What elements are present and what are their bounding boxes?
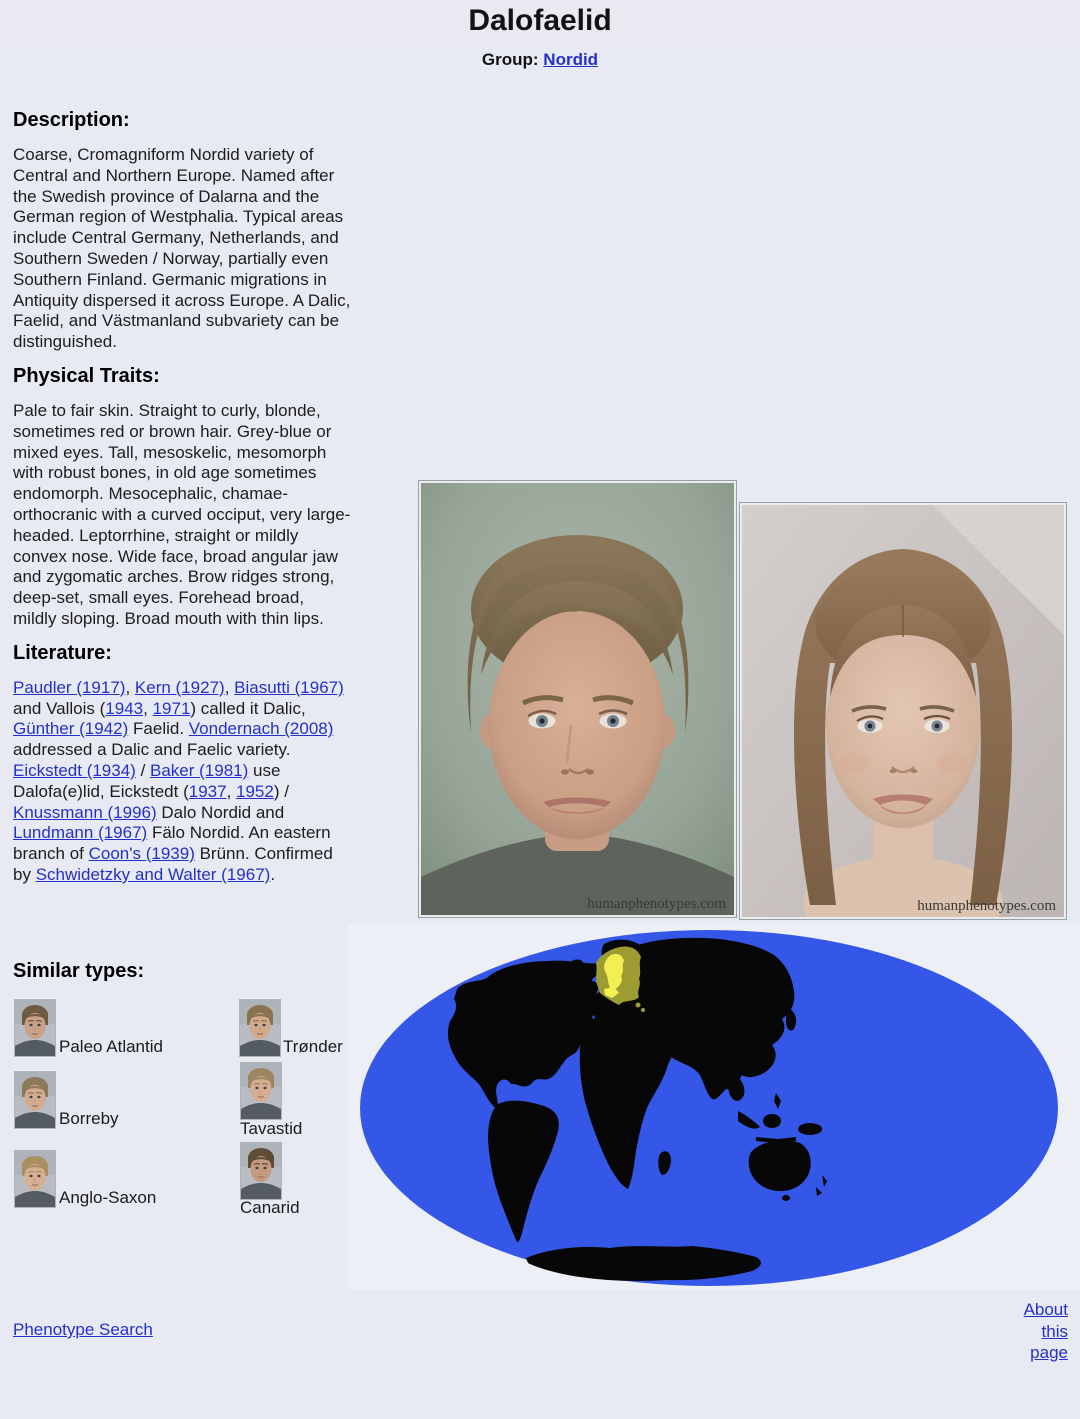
literature-link[interactable]: Vondernach (2008) xyxy=(188,719,334,739)
physical-traits-paragraph: Pale to fair skin. Straight to curly, blonde, sometimes red or brown hair. Grey-blue or mixed eyes. Tall, mesoskelic, mesomorph with robust bones, in old age sometimes endomorph. Mesocephalic, chamae-orthocranic with a curved occiput, very large-headed. Leptorrhine, straight or mildly convex nose. Wide face, broad angular jaw and zygomatic arches. Brow ridges strong, deep-set, small eyes. Forehead broad, mildly sloping. Broad mouth with thin lips. xyxy=(13,400,351,628)
literature-link[interactable]: 1937 xyxy=(188,781,227,801)
literature-text: . xyxy=(270,864,276,884)
literature-link[interactable]: 1971 xyxy=(152,698,191,718)
literature-text: , xyxy=(224,677,235,697)
page-title: Dalofaelid xyxy=(468,4,612,37)
similar-type-label-tr-nder[interactable]: Trønder xyxy=(283,1037,343,1056)
literature-link[interactable]: Lundmann (1967) xyxy=(13,823,148,843)
similar-types-heading: Similar types: xyxy=(13,960,145,982)
literature-link[interactable]: Kern (1927) xyxy=(134,677,225,697)
literature-link[interactable]: Coon's (1939) xyxy=(88,844,195,864)
description-paragraph: Coarse, Cromagniform Nordid variety of Central and Northern Europe. Named after the Swedish province of Dalarna and the German region of Westphalia. Typical areas include Central Germany, Netherlands, and Southern Sweden / Norway, partially even Southern Finland. Germanic migrations in Antiquity dispersed it across Europe. A Dalic, Faelid, and Västmanland subvariety can be distinguished. xyxy=(13,145,351,352)
literature-link[interactable]: Biasutti (1967) xyxy=(234,677,344,697)
similar-type-thumbnail-tavastid[interactable] xyxy=(240,1062,282,1120)
distribution-map xyxy=(348,925,1080,1290)
literature-link[interactable]: 1952 xyxy=(236,781,274,801)
description-heading: Description: xyxy=(13,109,130,131)
similar-type-label-paleo-atlantid[interactable]: Paleo Atlantid xyxy=(59,1037,163,1056)
literature-text: , xyxy=(125,677,135,697)
literature-link[interactable]: Günther (1942) xyxy=(13,719,129,739)
literature-heading: Literature: xyxy=(13,641,112,664)
literature-text: ) / xyxy=(273,781,289,801)
left-column xyxy=(13,109,352,898)
similar-type-label-canarid[interactable]: Canarid xyxy=(240,1198,300,1217)
literature-text: Fälo Nordid. An eastern branch of xyxy=(13,823,331,864)
about-this-page-link[interactable]: About this page xyxy=(1023,1300,1068,1362)
similar-type-thumbnail-anglo-saxon[interactable] xyxy=(14,1150,56,1208)
literature-text: and Vallois ( xyxy=(13,698,106,718)
male-composite-image xyxy=(418,480,737,918)
literature-text: addressed a Dalic and Faelic variety. xyxy=(13,740,291,760)
literature-link[interactable]: Eickstedt (1934) xyxy=(13,760,136,780)
similar-type-label-borreby[interactable]: Borreby xyxy=(59,1109,119,1128)
literature-text: / xyxy=(135,760,151,780)
similar-type-label-tavastid[interactable]: Tavastid xyxy=(240,1119,303,1138)
female-face-art xyxy=(742,505,1064,917)
literature-text: Dalo Nordid and xyxy=(156,802,285,822)
photo-watermark: humanphenotypes.com xyxy=(587,896,726,912)
literature-text: Brünn. Confirmed by xyxy=(13,844,333,884)
world-map-art xyxy=(348,925,1080,1290)
literature-text: Faelid. xyxy=(128,719,189,739)
literature-paragraph xyxy=(13,678,352,886)
literature-text: use Dalofa(e)lid, Eickstedt ( xyxy=(13,760,281,801)
literature-link[interactable]: Knussmann (1996) xyxy=(13,802,157,822)
similar-type-thumbnail-borreby[interactable] xyxy=(14,1071,56,1129)
male-face-art xyxy=(421,483,734,915)
similar-type-label-anglo-saxon[interactable]: Anglo-Saxon xyxy=(59,1188,157,1207)
female-composite-image xyxy=(739,502,1067,920)
literature-text: , xyxy=(226,781,237,801)
phenotype-search-link[interactable]: Phenotype Search xyxy=(13,1320,153,1339)
group-line xyxy=(0,50,1080,70)
literature-text: , xyxy=(143,698,153,718)
literature-link[interactable]: Paudler (1917) xyxy=(13,677,126,697)
literature-text: ) called it Dalic, xyxy=(190,698,306,718)
physical-traits-heading: Physical Traits: xyxy=(13,364,160,387)
group-label: Group: xyxy=(481,50,539,69)
group-link[interactable]: Nordid xyxy=(543,50,599,69)
similar-type-thumbnail-tr-nder[interactable] xyxy=(239,999,281,1057)
similar-types-grid xyxy=(0,990,349,1235)
literature-link[interactable]: 1943 xyxy=(105,698,144,718)
literature-link[interactable]: Schwidetzky and Walter (1967) xyxy=(35,864,271,884)
similar-type-thumbnail-canarid[interactable] xyxy=(240,1142,282,1200)
literature-link[interactable]: Baker (1981) xyxy=(150,760,249,780)
similar-type-thumbnail-paleo-atlantid[interactable] xyxy=(14,999,56,1057)
photo-watermark: humanphenotypes.com xyxy=(917,898,1056,914)
